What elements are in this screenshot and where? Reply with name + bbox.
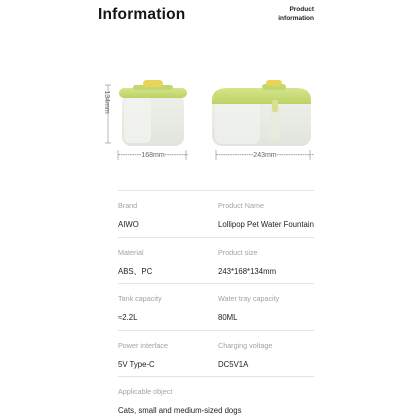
- spec-row: [118, 238, 314, 285]
- spec-value: AIWO: [118, 220, 139, 229]
- dimension-height: 134mm: [103, 90, 110, 114]
- spec-label: Brand: [118, 201, 138, 210]
- spec-cell: [118, 294, 162, 323]
- spec-row: [118, 331, 314, 378]
- product-images: [0, 0, 416, 180]
- spec-table: [118, 191, 314, 416]
- side-knob: [143, 80, 163, 87]
- spec-label: Product size: [218, 247, 258, 257]
- page-title: Information: [98, 6, 186, 23]
- spec-value: 243*168*134mm: [218, 266, 277, 276]
- spec-label: Water tray capacity: [218, 294, 280, 303]
- spec-cell: [218, 248, 276, 277]
- spec-cell: [118, 387, 242, 416]
- spec-cell: [218, 201, 314, 230]
- spec-cell: [118, 201, 139, 230]
- subtitle-line-2: information: [278, 14, 314, 22]
- spec-cell: [218, 341, 272, 370]
- spec-label: Charging voltage: [218, 340, 273, 350]
- spec-label: Power interface: [118, 340, 168, 350]
- spec-cell: [118, 341, 168, 370]
- spec-label: Material: [118, 247, 144, 257]
- fountain-front-view: [212, 80, 311, 146]
- spec-value: 5V Type-C: [118, 359, 155, 369]
- dimension-width-side: ----------168mm----------: [118, 152, 188, 159]
- spec-value: Cats, small and medium-sized dogs: [118, 406, 242, 415]
- spec-label: Product Name: [218, 201, 264, 210]
- spec-value: ≈2.2L: [118, 313, 138, 322]
- spec-value: 80ML: [218, 313, 238, 322]
- subtitle-line-1: Product: [289, 6, 314, 13]
- spec-row: [118, 191, 314, 238]
- spec-label: Applicable object: [118, 387, 173, 396]
- fountain-side-view: [119, 80, 187, 146]
- spec-row: [118, 377, 314, 416]
- dimension-width-front: ----------------243mm----------------: [216, 152, 314, 159]
- spec-value: ABS、PC: [118, 266, 153, 276]
- front-knob: [266, 80, 282, 86]
- spec-value: DC5V1A: [218, 359, 249, 369]
- spec-cell: [118, 248, 152, 277]
- spec-label: Tank capacity: [118, 294, 162, 303]
- spec-value: Lollipop Pet Water Fountain: [218, 220, 314, 229]
- spec-row: [118, 284, 314, 331]
- spec-cell: [218, 294, 279, 323]
